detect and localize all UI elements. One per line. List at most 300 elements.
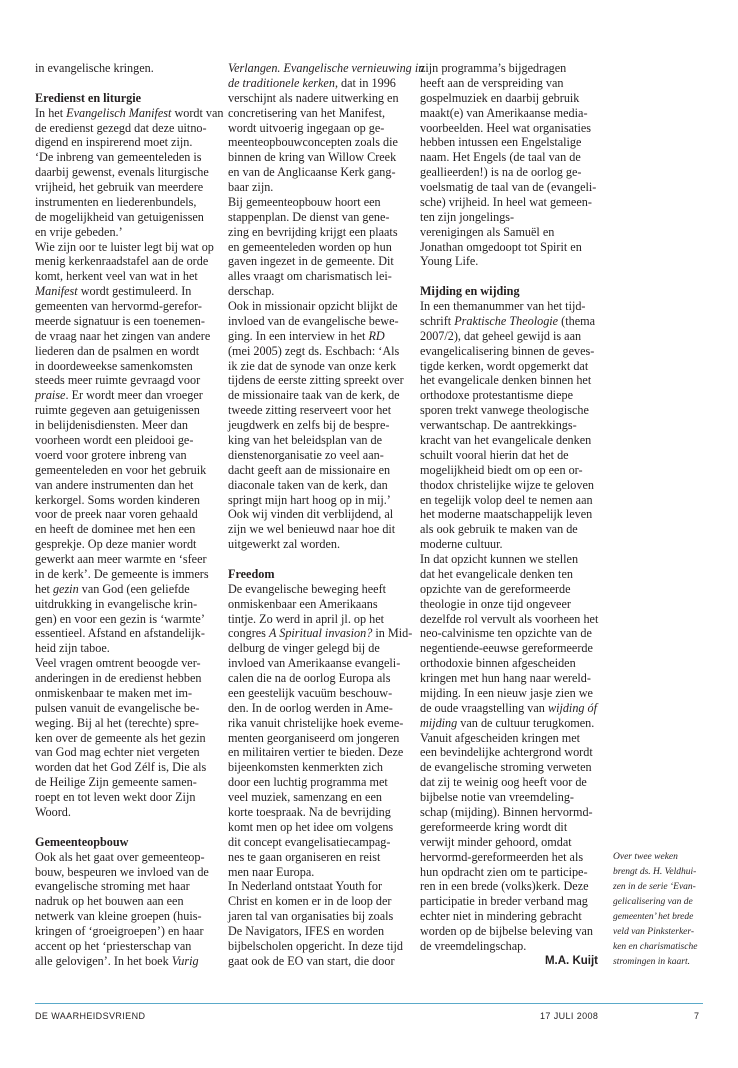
text-run: gospelmuziek en daarbij gebruik	[420, 90, 580, 105]
text-line	[420, 671, 591, 686]
text-line	[420, 478, 594, 493]
text-run: van andere instrumenten dan het	[35, 477, 194, 492]
text-line	[228, 493, 391, 508]
text-run: concretisering van het Manifest,	[228, 105, 386, 120]
text-run: korte toespraak. Na de bevrijding	[228, 805, 391, 819]
text-line	[35, 671, 202, 686]
text-line	[228, 478, 388, 493]
text-line	[228, 448, 384, 463]
text-line	[35, 493, 200, 508]
text-line	[228, 299, 398, 314]
text-run: binnen de kring van Willow Creek	[228, 150, 397, 165]
text-line	[35, 522, 195, 537]
text-run: voerd voor grotere inbreng van	[35, 447, 187, 462]
text-line	[228, 522, 395, 537]
text-line	[228, 240, 392, 255]
text-run: gemeenteleden en voor het gebruik	[35, 462, 207, 477]
article-column-3	[420, 61, 598, 971]
text-line	[35, 731, 206, 746]
text-run: baar zijn.	[228, 180, 274, 195]
text-line	[420, 775, 587, 790]
text-line	[420, 656, 576, 671]
text-line	[228, 403, 391, 418]
text-line	[420, 135, 581, 150]
text-line	[35, 865, 209, 880]
text-run: De evangelische beweging heeft	[228, 581, 387, 596]
text-line	[35, 909, 202, 924]
text-line	[420, 701, 597, 716]
text-line	[35, 939, 191, 954]
text-run: De Navigators, IFES en worden	[228, 924, 385, 939]
text-line	[420, 91, 579, 106]
page-number: 7	[694, 1011, 700, 1021]
text-line	[420, 686, 593, 701]
text-line	[228, 180, 273, 195]
text-line	[35, 879, 190, 894]
text-run: sporen trekt vanwege theologische	[420, 403, 589, 418]
text-run: dit concept evangelisatiecampag-	[228, 834, 391, 849]
text-line	[420, 507, 592, 522]
text-run: hebben intussen een Engelstalige	[420, 135, 582, 150]
text-line	[420, 909, 582, 924]
sidebar-note-line: zen in de serie ‘Evan-	[613, 881, 696, 892]
text-line	[35, 269, 198, 284]
text-line	[228, 939, 403, 954]
text-run: king van het beleidsplan van de	[228, 433, 382, 447]
text-line	[420, 924, 593, 939]
text-line	[35, 745, 200, 760]
text-run: thodox christelijke wijze te geloven	[420, 477, 594, 492]
text-run: komt, herkent veel van wat in het	[35, 269, 198, 284]
text-run: echter niet in mindering gebracht	[420, 909, 582, 924]
text-run: naam. Het Engels (de taal van de	[420, 150, 581, 165]
text-line	[420, 121, 591, 136]
text-line	[35, 329, 210, 344]
text-run: ruimte gegeven aan getuigenissen	[35, 403, 200, 418]
text-line	[420, 493, 593, 508]
text-run: zijn programma’s bijgedragen	[420, 61, 567, 75]
text-line	[420, 805, 593, 820]
text-line	[35, 716, 199, 731]
text-run: zing en bevrijding krijgt een plaats	[228, 224, 398, 239]
text-run: instrumenten en liederenbundels,	[35, 194, 197, 209]
text-line	[35, 240, 214, 255]
italic-text: praise	[35, 388, 66, 403]
text-run: bijeenkomsten kenmerkten zich	[228, 760, 383, 775]
text-run: worden op de bijbelse beleving van	[420, 924, 593, 939]
text-line	[420, 641, 593, 656]
text-run: kerkorgel. Soms worden kinderen	[35, 492, 200, 507]
sidebar-note-line: gelicalisering van de	[613, 896, 693, 907]
text-run: theologie in onze tijd ongeveer	[420, 596, 571, 611]
text-line	[420, 552, 578, 567]
text-run: wordt uitvoerig ingegaan op ge-	[228, 120, 385, 135]
italic-text: RD	[368, 328, 385, 343]
text-line	[35, 686, 192, 701]
text-run: negentiende-eeuwse gereformeerde	[420, 641, 593, 656]
text-run: geallieerden!) is na de oorlog ge-	[420, 165, 582, 180]
text-line	[228, 507, 393, 522]
text-line	[420, 195, 592, 210]
text-line	[420, 522, 578, 537]
publication-name: DE WAARHEIDSVRIEND	[35, 1011, 146, 1021]
text-run: het evangelicale denken binnen het	[420, 373, 592, 388]
text-line	[35, 656, 201, 671]
text-run: en gemeenteleden worden op hun	[228, 239, 392, 254]
text-run: in doordeweekse samenkomsten	[35, 358, 193, 373]
text-run: gewerkt aan meer warmte en ‘sfeer	[35, 552, 207, 567]
text-run: steeds meer ruimte gevraagd voor	[35, 373, 201, 388]
text-run: komt men op het idee om volgens	[228, 819, 394, 834]
italic-text: gezin	[52, 581, 79, 596]
text-run: (thema	[558, 313, 595, 328]
text-line	[228, 269, 392, 284]
sidebar-note-line: stromingen in kaart.	[613, 956, 690, 967]
text-run: alle gelovigen’. In het boek	[35, 953, 172, 968]
text-line	[35, 805, 71, 820]
text-run: van de cultuur terugkomen.	[457, 715, 595, 730]
text-run: ‘De inbreng van gemeenteleden is	[35, 150, 202, 165]
text-run: een geestelijk vacuüm beschouw-	[228, 685, 393, 700]
text-line	[228, 76, 396, 91]
text-run: voor de preek naar voren gehaald	[35, 507, 198, 522]
text-run: (mei 2005) zegt ds. Eschbach: ‘Als	[228, 343, 400, 358]
text-run: jaren tal van organisaties bij zoals	[228, 909, 394, 924]
text-run: den. In de oorlog werden in Ame-	[228, 700, 393, 715]
text-line	[228, 254, 394, 269]
text-line	[35, 924, 204, 939]
text-run: gereformeerde kring wordt dit	[420, 819, 568, 834]
text-line	[420, 612, 598, 627]
text-run: invloed van de evangelische bewe-	[228, 313, 399, 328]
text-line	[420, 731, 580, 746]
text-run: Young Life.	[420, 254, 479, 269]
text-run: alles vraagt om charismatisch lei-	[228, 269, 392, 284]
text-run: menten georganiseerd om jongeren	[228, 730, 400, 745]
text-line	[420, 344, 594, 359]
text-line	[420, 210, 514, 225]
text-run: in Mid-	[372, 626, 413, 641]
text-line	[228, 954, 395, 969]
text-run: en militairen vertier te bieden. Deze	[228, 745, 404, 760]
sidebar-note-line: Over twee weken	[613, 851, 678, 862]
text-run: accent op het ‘priesterschap van	[35, 938, 192, 953]
text-run: bijbelse notie van vreemdeling-	[420, 790, 574, 805]
text-line	[420, 403, 589, 418]
italic-text: A Spiritual invasion?	[268, 626, 373, 641]
text-run: Ook als het gaat over gemeenteop-	[35, 849, 205, 864]
author-byline: M.A. Kuijt	[544, 954, 598, 967]
text-line	[420, 254, 478, 269]
text-line	[228, 388, 400, 403]
text-line	[228, 641, 380, 656]
text-line	[35, 254, 208, 269]
text-run: als ook gebruik te maken van de	[420, 522, 578, 537]
text-run: in de kerk’. De gemeente is immers	[35, 566, 209, 581]
text-run: bijbelscholen opgericht. In deze tijd	[228, 938, 403, 953]
text-run: stappenplan. De dienst van gene-	[228, 209, 390, 224]
italic-text: Vurig	[171, 953, 199, 968]
text-run: essentieel. Afstand en afstandelijk-	[35, 626, 205, 641]
text-run: digend en inspirerend moet zijn.	[35, 135, 193, 150]
text-line	[228, 865, 314, 880]
text-line	[35, 284, 191, 299]
text-line	[420, 790, 574, 805]
text-line	[35, 373, 200, 388]
italic-text: de traditionele kerken	[228, 75, 335, 90]
text-run: schap (mijding). Binnen hervormd-	[420, 805, 593, 819]
text-run: liederen dan de psalmen en wordt	[35, 343, 200, 358]
text-run: de mogelijkheid van getuigenissen	[35, 209, 204, 224]
text-run: Christ en komen er in de loop der	[228, 894, 392, 909]
text-line	[228, 91, 399, 106]
text-line	[420, 314, 595, 329]
text-run: en heeft de dominee met hen een	[35, 522, 196, 537]
italic-text: wijding óf	[547, 700, 598, 715]
text-line	[228, 463, 390, 478]
text-line	[35, 597, 197, 612]
text-line	[35, 195, 196, 210]
text-run: rika vanuit christelijke hoek eveme-	[228, 715, 404, 730]
text-line	[420, 61, 566, 76]
text-line	[228, 225, 398, 240]
text-line	[228, 879, 382, 894]
text-line	[35, 775, 197, 790]
text-run: pulsen vanuit de evangelische be-	[35, 700, 200, 715]
text-run: moderne cultuur.	[420, 537, 503, 552]
text-run: in belijdenisdiensten. Meer dan	[35, 418, 188, 433]
text-run: Ook in missionair opzicht blijkt de	[228, 299, 398, 314]
text-line	[420, 716, 594, 731]
section-heading	[35, 835, 128, 850]
text-line	[35, 135, 192, 150]
text-run: orthodoxie binnen afgescheiden	[420, 656, 576, 671]
text-line	[420, 106, 588, 121]
text-run: opzichte van de gereformeerde	[420, 581, 571, 596]
text-run: sche) vrijheid. In heel wat gemeen-	[420, 194, 592, 209]
text-line	[420, 567, 573, 582]
heading-text: Gemeenteopbouw	[35, 834, 129, 849]
text-run: ten zijn jongelings-	[420, 209, 515, 224]
text-run: Veel vragen omtrent beoogde ver-	[35, 656, 201, 671]
text-line	[420, 865, 588, 880]
sidebar-note	[613, 850, 713, 970]
text-run: meenteopbouwconcepten zoals die	[228, 135, 398, 150]
italic-text: Manifest	[35, 284, 78, 299]
text-run: en van de Anglicaanse Kerk gang-	[228, 165, 396, 180]
text-line	[420, 329, 581, 344]
text-line	[228, 418, 389, 433]
text-line	[420, 240, 582, 255]
text-line	[35, 359, 193, 374]
text-line	[228, 195, 381, 210]
text-run: van God (een geliefde	[78, 581, 190, 596]
text-line	[420, 879, 589, 894]
text-line	[228, 731, 399, 746]
text-line	[228, 671, 390, 686]
sidebar-note-line: veld van Pinksterker-	[613, 926, 695, 937]
text-line	[420, 150, 581, 165]
text-run: kringen of ‘groeigroepen’) en haar	[35, 924, 204, 939]
text-line	[228, 909, 393, 924]
text-line	[35, 582, 190, 597]
text-run: maakt(e) van Amerikaanse media-	[420, 105, 588, 120]
text-run: calen die na de oorlog Europa als	[228, 671, 391, 686]
footer-rule	[35, 1003, 703, 1004]
text-line	[420, 165, 581, 180]
text-line	[35, 165, 209, 180]
text-run: congres	[228, 626, 269, 641]
text-run: kracht van het evangelicale denken	[420, 433, 592, 447]
text-run: derschap.	[228, 284, 275, 299]
text-run: heid zijn taboe.	[35, 641, 110, 656]
text-line	[35, 418, 188, 433]
text-line	[228, 135, 398, 150]
text-line	[420, 745, 593, 760]
text-line	[35, 760, 206, 775]
text-run: gemeenten van hervormd-gerefor-	[35, 299, 202, 314]
text-run: bouw, bespeuren we invloed van de	[35, 864, 209, 879]
italic-text: Evangelisch Manifest	[66, 105, 172, 120]
text-line	[228, 701, 393, 716]
text-line	[35, 210, 204, 225]
section-heading	[228, 567, 274, 582]
text-run: door een luchtig programma met	[228, 775, 388, 790]
text-run: orthodoxe protestantisme diepe	[420, 388, 573, 403]
text-line	[35, 463, 206, 478]
text-run: dienstenorganisatie zo veel aan-	[228, 447, 384, 462]
text-run: en tegelijk volop deel te nemen aan	[420, 492, 593, 507]
text-line	[35, 701, 199, 716]
text-run: kringen met hun hang naar wereld-	[420, 671, 591, 686]
text-run: . Er wordt meer dan vroeger	[65, 388, 203, 403]
text-run: weging. Bij al het (terechte) spre-	[35, 715, 199, 730]
text-run: veel muziek, samenzang en een	[228, 790, 382, 805]
text-line	[228, 373, 404, 388]
text-line	[228, 165, 396, 180]
text-run: het	[35, 581, 53, 596]
section-heading	[35, 91, 141, 106]
text-line	[228, 745, 403, 760]
text-run: gaat ook de EO van start, die door	[228, 953, 395, 968]
text-run: zijn we wel benieuwd naar hoe dit	[228, 522, 396, 537]
text-line	[35, 567, 209, 582]
text-line	[228, 150, 396, 165]
text-line	[35, 180, 203, 195]
text-line	[35, 507, 198, 522]
text-run: ken over de gemeente als het gezin	[35, 730, 206, 745]
text-run: nes te gaan organiseren en reist	[228, 849, 381, 864]
text-run: participatie in breder verband mag	[420, 894, 588, 909]
text-line	[228, 210, 389, 225]
text-run: mogelijkheid biedt om op een or-	[420, 462, 583, 477]
text-line	[228, 835, 390, 850]
text-line	[228, 433, 382, 448]
text-run: tijdens de eerste zitting spreekt over	[228, 373, 404, 388]
text-line	[228, 359, 396, 374]
text-line	[228, 805, 391, 820]
text-run: anderingen in de eredienst hebben	[35, 671, 202, 686]
text-line	[420, 939, 526, 954]
text-line	[228, 894, 391, 909]
sidebar-note-line: ken en charismatische	[613, 941, 698, 952]
text-run: heeft aan de verspreiding van	[420, 75, 564, 90]
text-run: de evangelische stroming verweten	[420, 760, 592, 775]
text-run: van God mag echter niet vergeten	[35, 745, 200, 760]
text-run: een bevindelijke achtergrond wordt	[420, 745, 593, 760]
text-run: Jonathan omgedoopt tot Spirit en	[420, 239, 582, 254]
text-line	[228, 612, 384, 627]
text-run: verwantschap. De aantrekkings-	[420, 418, 577, 433]
text-run: wordt gestimuleerd. In	[77, 284, 192, 299]
text-run: ik zie dat de synode van onze kerk	[228, 358, 397, 373]
text-run: vrijheid, het gebruik van meerdere	[35, 180, 204, 195]
text-run: tintje. Zo werd in april jl. op het	[228, 611, 385, 626]
text-run: dat het evangelicale denken ten	[420, 566, 573, 581]
text-run: uitdrukking in evangelische krin-	[35, 596, 198, 611]
text-run: jeugdwerk en zelfs bij de bespre-	[228, 418, 390, 433]
text-run: de missionaire taak van de kerk, de	[228, 388, 400, 403]
text-line	[420, 582, 571, 597]
text-run: en vrije gebeden.’	[35, 224, 123, 239]
text-run: roept en tot leven wekt door Zijn	[35, 790, 196, 805]
text-line	[35, 61, 154, 76]
text-run: meerde signatuur is een toenemen-	[35, 313, 205, 328]
text-line	[228, 626, 412, 641]
italic-text: mijding	[420, 715, 458, 730]
text-line	[35, 121, 207, 136]
text-line	[228, 61, 424, 76]
issue-date: 17 JULI 2008	[540, 1011, 599, 1021]
text-run: Vanuit afgescheiden kringen met	[420, 730, 581, 745]
text-run: de eredienst gezegd dat deze uitno-	[35, 120, 207, 135]
text-run: evangelische stroming met haar	[35, 879, 190, 894]
text-line	[228, 820, 393, 835]
text-run: de vraag naar het zingen van andere	[35, 328, 211, 343]
text-line	[35, 150, 202, 165]
text-run: dezelfde rol vervult als voorheen het	[420, 611, 599, 626]
text-line	[228, 314, 399, 329]
section-heading	[420, 284, 520, 299]
text-line	[228, 537, 340, 552]
text-line	[228, 656, 400, 671]
text-line	[35, 225, 123, 240]
text-run: gaven ingezet in de gemeente. Dit	[228, 254, 394, 269]
text-run: daarbij gewenst, evenals liturgische	[35, 165, 209, 180]
heading-text: Mijding en wijding	[420, 284, 520, 299]
text-run: de vreemdelingschap.	[420, 938, 527, 953]
article-column-2	[228, 61, 425, 971]
text-run: diaconale taken van de kerk, dan	[228, 477, 388, 492]
text-run: tweede zitting reserveert voor het	[228, 403, 392, 418]
sidebar-note-line: gemeenten’ het brede	[613, 911, 694, 922]
text-line	[228, 924, 384, 939]
text-run: de Heilige Zijn gemeente samen-	[35, 775, 197, 790]
text-line	[35, 954, 199, 969]
text-line	[35, 478, 193, 493]
text-line	[35, 537, 196, 552]
text-line	[228, 284, 274, 299]
text-run: ging. In een interview in het	[228, 328, 369, 343]
text-run: Wie zijn oor te luister legt bij wat op	[35, 239, 214, 254]
text-run: in evangelische kringen.	[35, 61, 154, 75]
text-run: schuilt vooral hierin dat het de	[420, 447, 569, 462]
text-line	[420, 597, 571, 612]
text-run: worden dat het God Zélf is, Die als	[35, 760, 207, 775]
text-line	[420, 299, 586, 314]
text-line	[420, 850, 583, 865]
text-line	[35, 641, 110, 656]
